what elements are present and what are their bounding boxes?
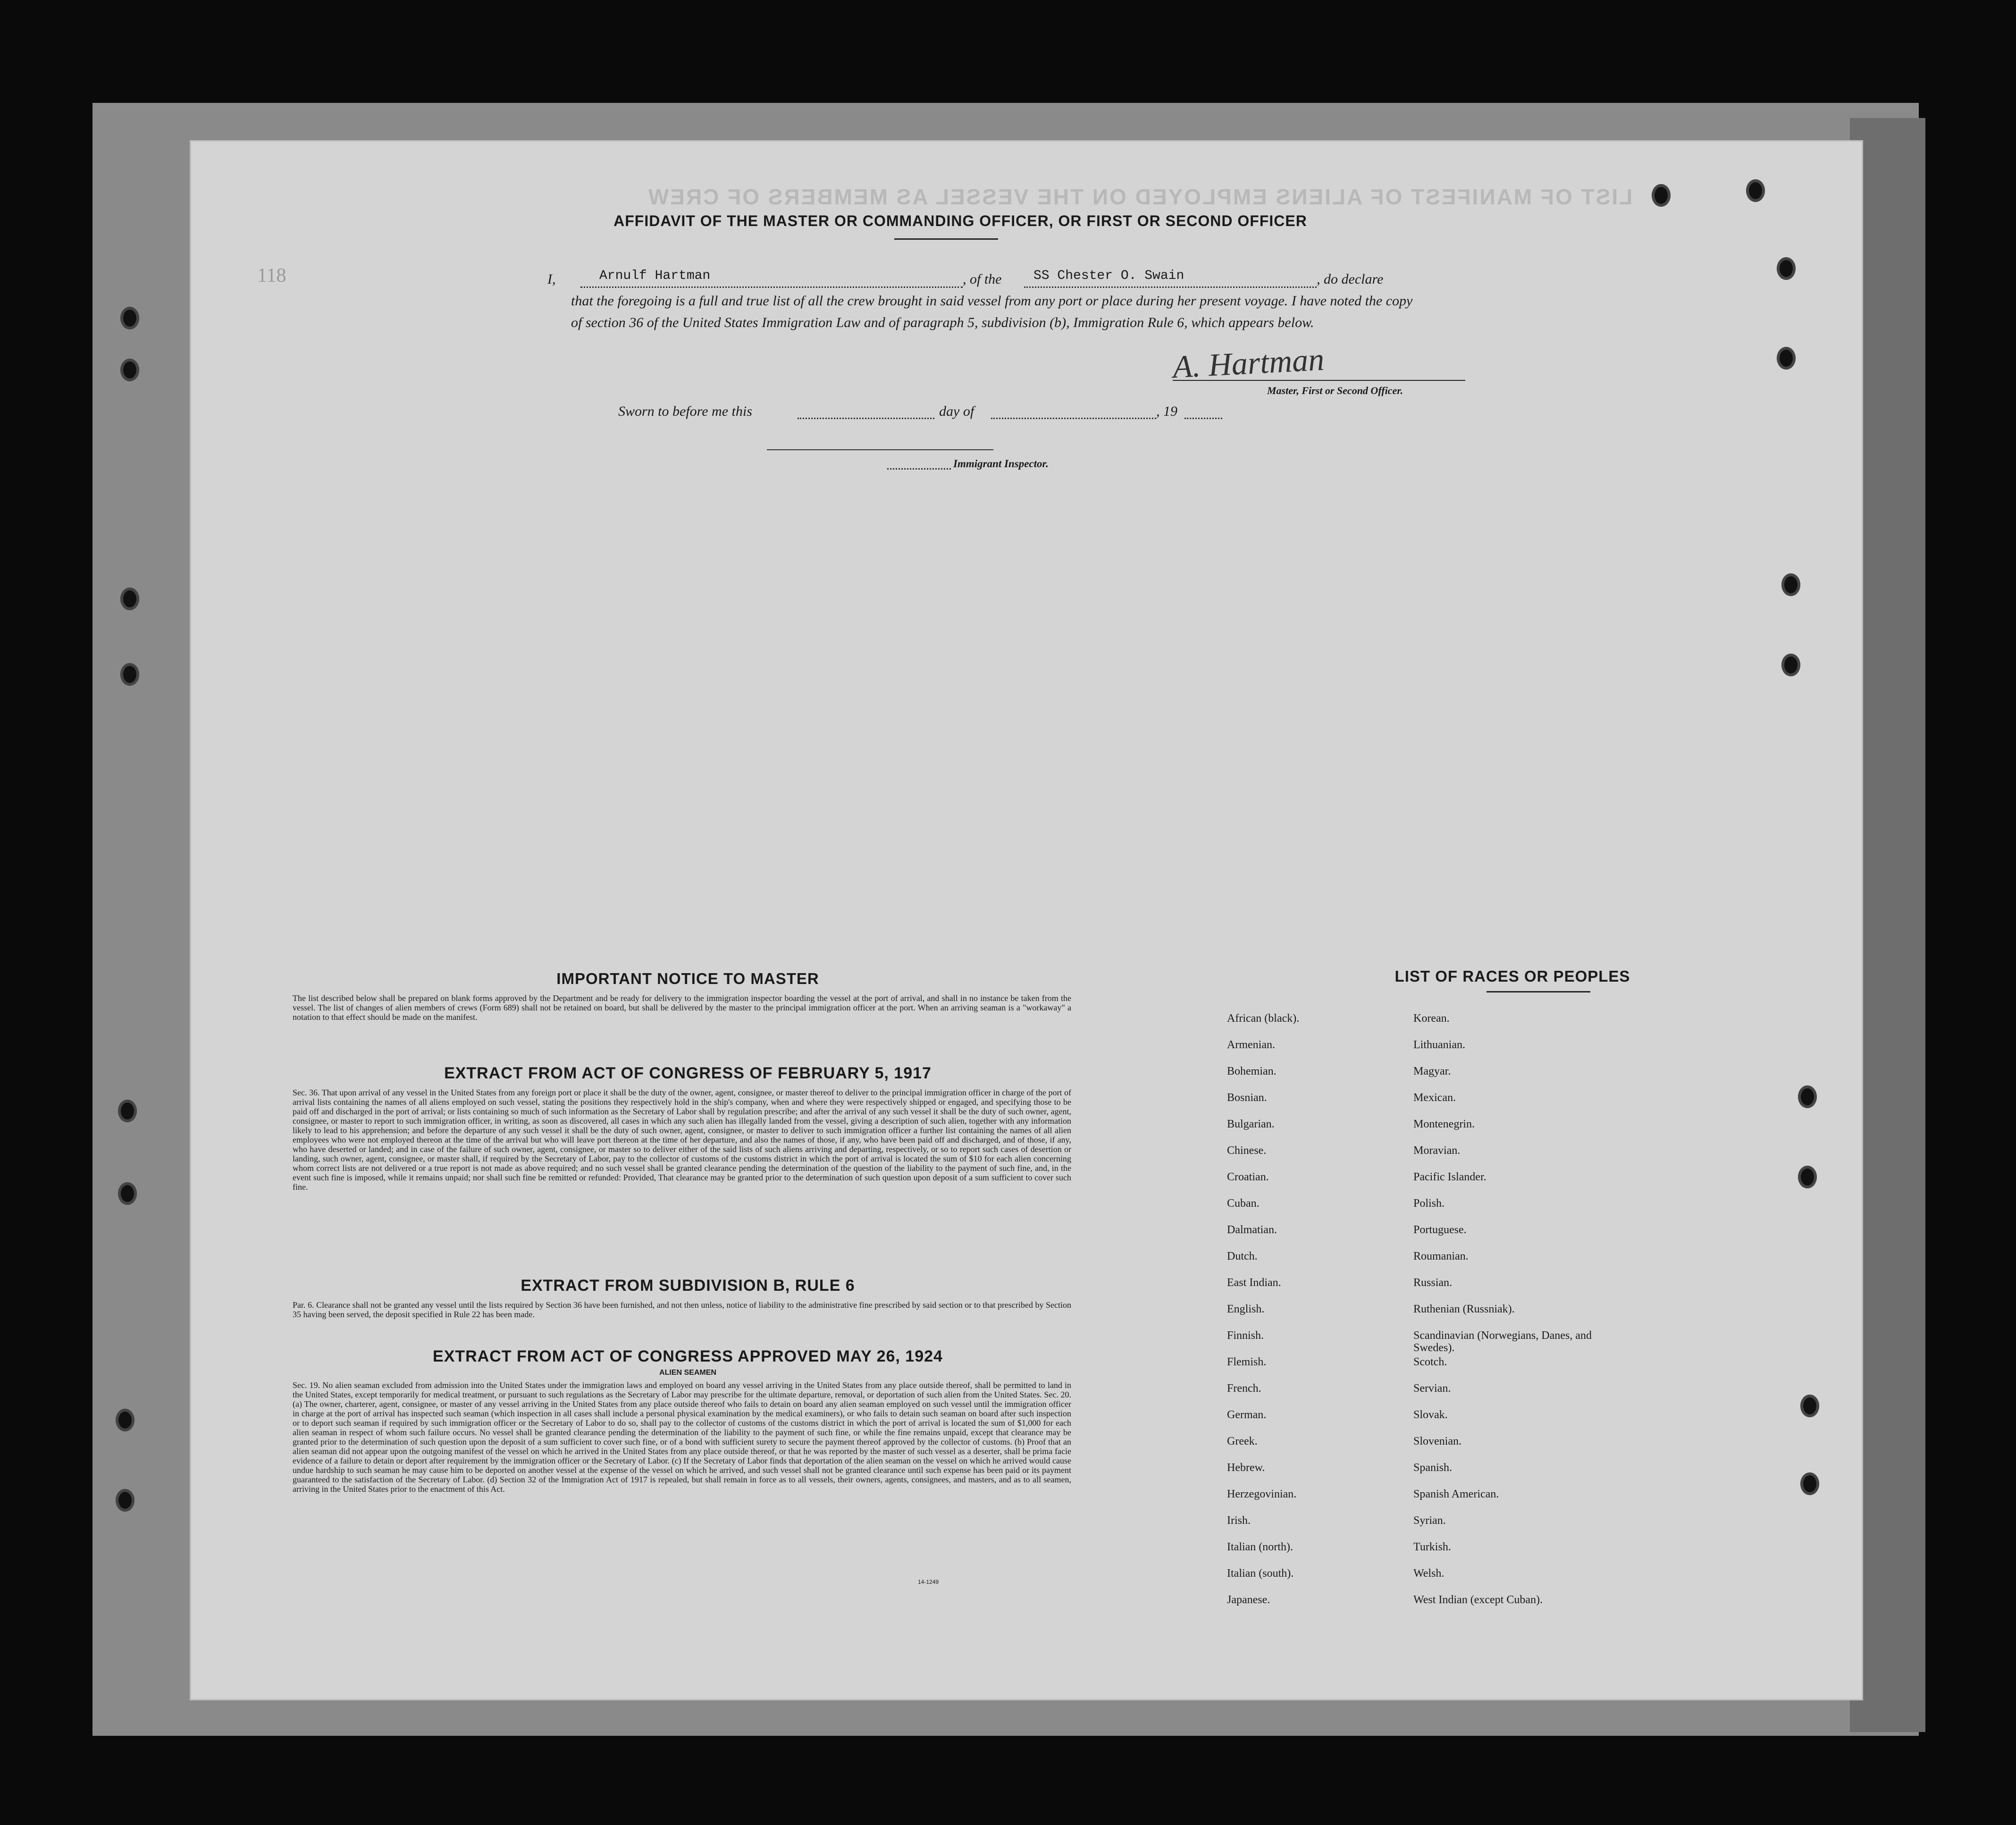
race-item: Dalmatian. — [1227, 1224, 1277, 1236]
race-item: Servian. — [1413, 1382, 1451, 1395]
race-item: German. — [1227, 1409, 1267, 1421]
punch-hole — [1781, 573, 1800, 596]
affidavit-body: that the foregoing is a full and true list of all the crew brought in said vessel from any port or place during her present voyage. I have noted the copy of section 36 of the United States Immigration Law and of paragraph 5, subdivision (b), Immigration Rule 6, which appears below. — [571, 293, 1413, 330]
race-item: Croatian. — [1227, 1171, 1269, 1183]
races-underline — [1487, 991, 1590, 992]
signature-caption: Master, First or Second Officer. — [1267, 385, 1403, 396]
punch-hole — [1798, 1085, 1817, 1108]
race-item: Bulgarian. — [1227, 1118, 1275, 1130]
race-item: Japanese. — [1227, 1594, 1270, 1606]
race-item: Hebrew. — [1227, 1462, 1265, 1474]
officer-name: Arnulf Hartman — [599, 269, 711, 283]
race-item: Russian. — [1413, 1277, 1453, 1289]
month-blank — [991, 418, 1156, 419]
punch-hole — [120, 588, 139, 610]
inspector-dots — [887, 468, 951, 470]
do-declare-label: , do declare — [1317, 271, 1384, 287]
race-item: Italian (south). — [1227, 1567, 1294, 1580]
name-blank — [580, 286, 963, 288]
race-item: Magyar. — [1413, 1065, 1451, 1077]
day-of-label: day of — [939, 404, 974, 419]
race-item: Flemish. — [1227, 1356, 1267, 1368]
race-item: Finnish. — [1227, 1329, 1264, 1342]
extract-1924-subtitle: ALIEN SEAMEN — [659, 1369, 716, 1377]
punch-hole — [120, 307, 139, 329]
punch-hole — [120, 359, 139, 381]
race-item: Slovenian. — [1413, 1435, 1462, 1447]
year-blank — [1184, 418, 1222, 419]
races-title: LIST OF RACES OR PEOPLES — [1394, 967, 1630, 985]
race-item: Turkish. — [1413, 1541, 1451, 1553]
punch-hole — [1800, 1395, 1819, 1417]
extract-1924-body: Sec. 19. No alien seaman excluded from admission into the United States under the immigration laws and employed on board any vessel arriving in the United States from any place outside thereof, shall be permitted to land in the United States, except temporarily for medical treatment, or pursuant to such regulations as the Secretary of Labor may prescribe for the ultimate departure, removal, or deportation of such alien from the United States. Sec. 20. (a) The owner, charterer, agent, consignee, or master of any vessel arriving in the United States from any place outside thereof who fails to detain on board any alien seaman employed on such vessel until the immigration officer in charge at the port of arrival has inspected such seaman (which inspection in all cases shall include a personal physical examination by the medical examiners), or who fails to detain such seaman on board after such inspection or to deport such seaman if required by such immigration officer or the Secretary of Labor to do so, shall pay to the collector of customs of the customs district in which the port of arrival is located the sum of $1,000 for each alien seaman in respect of whom such failure occurs. No vessel shall be granted clearance pending the determination of the liability to the payment of such fine, or while the fine remains unpaid, except that clearance may be granted prior to the determination of such question upon the deposit of a sum sufficient to cover such fine, or of a bond with sufficient surety to secure the payment thereof approved by the collector of customs. (b) Proof that an alien seaman did not appear upon the outgoing manifest of the vessel on which he arrived in the United States from any place outside thereof, or that he was reported by the master of such vessel as a deserter, shall be prima facie evidence of a failure to detain or deport after requirement by the immigration officer or the Secretary of Labor. (c) If the Secretary of Labor finds that deportation of the alien seaman on the vessel on which he arrived would cause undue hardship to such seaman he may cause him to be deported on another vessel at the expense of the vessel on which he arrived, and such vessel shall not be granted clearance until such expense has been paid or its payment guaranteed to the satisfaction of the Secretary of Labor. (d) Section 32 of the Immigration Act of 1917 is repealed, but shall remain in force as to all vessels, their owners, agents, consignees, and masters, and as to all seamen, arriving in the United States prior to the enactment of this Act. — [293, 1380, 1071, 1494]
pronoun: I, — [547, 271, 556, 287]
extract-1924-title: EXTRACT FROM ACT OF CONGRESS APPROVED MAY 26, 1924 — [433, 1347, 943, 1365]
inspector-line — [767, 449, 993, 450]
race-item: Pacific Islander. — [1413, 1171, 1487, 1183]
punch-hole — [120, 663, 139, 686]
race-item: Chinese. — [1227, 1144, 1267, 1157]
bleed-through-text: LIST OF MANIFEST OF ALIENS EMPLOYED ON THE VESSEL AS MEMBERS OF CREW — [647, 185, 1633, 209]
race-item: East Indian. — [1227, 1277, 1281, 1289]
race-item: Bosnian. — [1227, 1092, 1267, 1104]
punch-hole — [1777, 257, 1796, 280]
form-number: 14-1249 — [918, 1579, 939, 1585]
punch-hole — [1800, 1472, 1819, 1495]
race-item: Portuguese. — [1413, 1224, 1467, 1236]
races-right-column — [1413, 1012, 1621, 1620]
race-item: Montenegrin. — [1413, 1118, 1475, 1130]
punch-hole — [1746, 179, 1765, 202]
vessel-name: SS Chester O. Swain — [1033, 269, 1184, 283]
race-item: Lithuanian. — [1413, 1039, 1465, 1051]
margin-note: 118 — [257, 265, 286, 286]
punch-hole — [116, 1489, 134, 1512]
race-item: Syrian. — [1413, 1514, 1446, 1527]
extract-1917-body: Sec. 36. That upon arrival of any vessel in the United States from any foreign port or place it shall be the duty of the owner, agent, consignee, or master thereof to deliver to the principal immigration officer in charge of the port of arrival lists containing the names of all aliens employed on such vessel, stating the positions they respectively hold in the ship's company, when and where they were respectively shipped or engaged, and specifying those to be paid off and discharged in the port of arrival; or lists containing so much of such information as the Secretary of Labor shall by regulation prescribe; and after the arrival of any such vessel it shall be the duty of such owner, agent, consignee, or master to report to such immigration officer, in writing, as soon as discovered, all cases in which any such alien has illegally landed from the vessel, giving a description of such alien, together with any information likely to lead to his apprehension; and before the departure of any such vessel it shall be the duty of such owner, agent, consignee, or master to deliver to such immigration officer a further list containing the names of all alien employees who were not employed thereon at the time of the arrival but who will leave port thereon at the time of her departure, and also the names of those, if any, who have been paid off and discharged, and of those, if any, who have deserted or landed; and in case of the failure of such owner, agent, consignee, or master so to deliver either of the said lists of such aliens arriving and departing, respectively, or so to report such cases of desertion or landing, such owner, agent, consignee, or master shall, if required by the Secretary of Labor, pay to the collector of customs of the customs district in which the port of arrival is located the sum of $10 for each alien concerning whom correct lists are not delivered or a true report is not made as above required; and no such vessel shall be granted clearance pending the determination of the question of the liability to the payment of such fine, and, in the event such fine is imposed, while it remains unpaid; nor shall such fine be remitted or refunded: Provided, That clearance may be granted prior to the determination of such question upon deposit of a sum sufficient to cover such fine. — [293, 1088, 1071, 1192]
race-item: Moravian. — [1413, 1144, 1461, 1157]
punch-hole — [1798, 1166, 1817, 1188]
race-item: Mexican. — [1413, 1092, 1456, 1104]
day-blank — [798, 418, 934, 419]
race-item: African (black). — [1227, 1012, 1300, 1025]
punch-hole — [118, 1182, 137, 1205]
race-item: Armenian. — [1227, 1039, 1275, 1051]
punch-hole — [1781, 654, 1800, 676]
vessel-blank — [1024, 286, 1317, 288]
race-item: Irish. — [1227, 1514, 1251, 1527]
race-item: Spanish. — [1413, 1462, 1453, 1474]
affidavit-title: AFFIDAVIT OF THE MASTER OR COMMANDING OFFICER, OR FIRST OR SECOND OFFICER — [613, 212, 1307, 229]
sworn-line — [618, 404, 1420, 427]
race-item: Roumanian. — [1413, 1250, 1469, 1262]
race-item: Korean. — [1413, 1012, 1450, 1025]
race-item: Spanish American. — [1413, 1488, 1499, 1500]
race-item: Polish. — [1413, 1197, 1445, 1210]
race-item: Welsh. — [1413, 1567, 1445, 1580]
race-item: West Indian (except Cuban). — [1413, 1594, 1543, 1606]
race-item: French. — [1227, 1382, 1261, 1395]
race-item: Italian (north). — [1227, 1541, 1293, 1553]
document-sheet — [191, 142, 1862, 1699]
race-item: Dutch. — [1227, 1250, 1258, 1262]
title-underline — [894, 238, 998, 240]
race-item: Herzegovinian. — [1227, 1488, 1297, 1500]
punch-hole — [1652, 184, 1671, 207]
race-item: Scotch. — [1413, 1356, 1447, 1368]
extract-1917-title: EXTRACT FROM ACT OF CONGRESS OF FEBRUARY 5, 1917 — [444, 1064, 932, 1082]
race-item: Bohemian. — [1227, 1065, 1277, 1077]
race-item: Greek. — [1227, 1435, 1258, 1447]
of-the-label: , of the — [963, 271, 1002, 287]
race-item: Scandinavian (Norwegians, Danes, and Swedes). — [1413, 1329, 1592, 1354]
race-item: English. — [1227, 1303, 1265, 1315]
inspector-caption: Immigrant Inspector. — [953, 458, 1049, 470]
punch-hole — [116, 1409, 134, 1431]
signature: A. Hartman — [1172, 341, 1325, 385]
signature-line — [1173, 380, 1465, 381]
notice-body: The list described below shall be prepared on blank forms approved by the Department and be ready for delivery to the immigration inspector boarding the vessel at the port of arrival, and shall in no instance be taken from the vessel. The list of changes of alien members of crews (Form 689) shall not be retained on board, but shall be delivered by the master to the principal immigration officer at the port. When an arriving seaman is a "workaway" a notation to that effect should be made on the manifest. — [293, 993, 1071, 1022]
punch-hole — [1777, 347, 1796, 370]
race-item: Ruthenian (Russniak). — [1413, 1303, 1515, 1315]
race-item: Slovak. — [1413, 1409, 1448, 1421]
sworn-label: Sworn to before me this — [618, 404, 752, 419]
races-left-column — [1227, 1012, 1406, 1620]
notice-title: IMPORTANT NOTICE TO MASTER — [556, 970, 819, 987]
extract-rule6-title: EXTRACT FROM SUBDIVISION B, RULE 6 — [521, 1277, 855, 1295]
punch-hole — [118, 1100, 137, 1122]
year-label: , 19 — [1156, 404, 1177, 419]
race-item: Cuban. — [1227, 1197, 1260, 1210]
extract-rule6-body: Par. 6. Clearance shall not be granted any vessel until the lists required by Section 36 have been furnished, and not then unless, notice of liability to the administrative fine prescribed by said section or to that prescribed by Section 35 having been served, the deposit specified in Rule 22 has been made. — [293, 1300, 1071, 1319]
